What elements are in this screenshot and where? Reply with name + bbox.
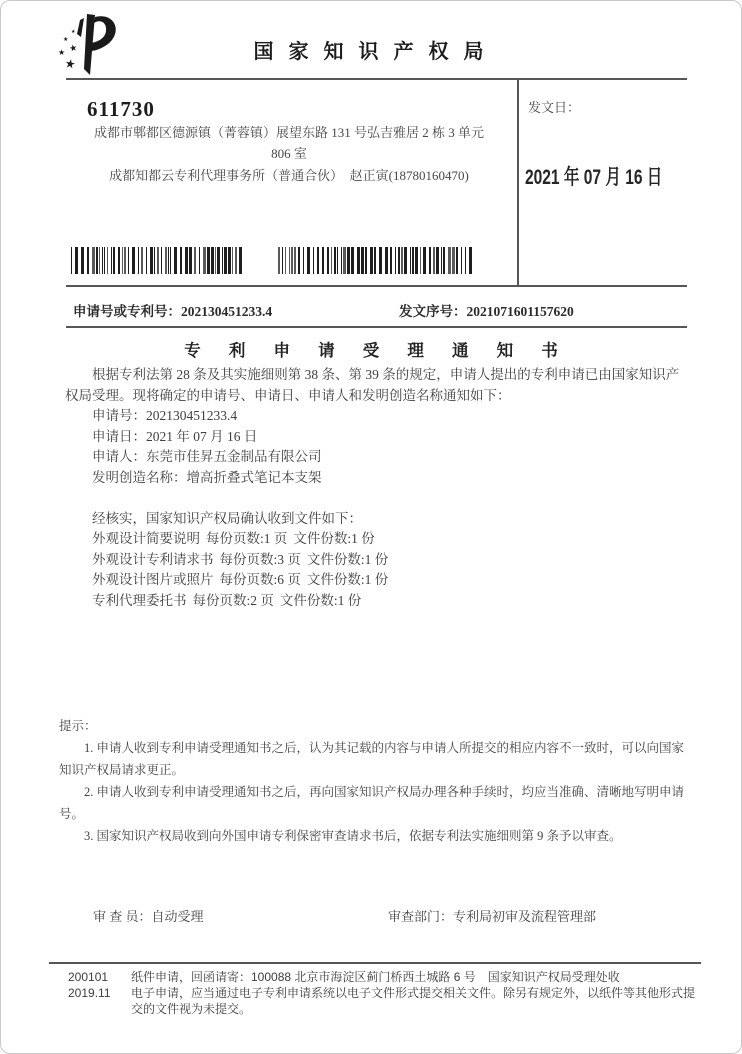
- notice-body: [65, 365, 687, 612]
- barcode: [278, 247, 475, 274]
- field-value: 增高折叠式笔记本支架: [186, 469, 322, 485]
- document-copies: 文件份数:1 份: [306, 572, 389, 588]
- received-document-row: [65, 529, 687, 550]
- notice-title: 专 利 申 请 受 理 通 知 书: [184, 341, 570, 360]
- postal-code: 611730: [87, 97, 155, 121]
- title-divider-line: [66, 326, 687, 328]
- hint-item: 2. 申请人收到专利申请受理通知书之后，再向国家知识产权局办理各种手续时，均应当准确、清晰地写明申请号。: [59, 785, 685, 821]
- issue-date-label: 发文日：: [528, 100, 581, 115]
- received-document-row: [65, 550, 687, 571]
- field-label: 发明创造名称：: [92, 469, 187, 485]
- field-row: [65, 447, 687, 468]
- hint-item: 3. 国家知识产权局收到向外国申请专利保密审查请求书后，依据专利法实施细则第 9 条予以审查。: [84, 829, 622, 843]
- document-copies: 文件份数:1 份: [306, 551, 389, 567]
- document-copies: 文件份数:1 份: [293, 531, 375, 547]
- department-label: 审查部门：: [388, 909, 454, 924]
- department-value: 专利局初审及流程管理部: [453, 909, 597, 924]
- field-label: 申请人：: [92, 449, 146, 465]
- footer-note: 纸件申请，回函请寄：100088 北京市海淀区蓟门桥西土城路 6 号 国家知识产权局受理处收: [131, 970, 620, 984]
- document-name: 外观设计简要说明: [92, 531, 200, 547]
- svg-text:★: ★: [68, 42, 79, 54]
- application-number-value: 202130451233.4: [181, 304, 273, 319]
- field-label: 申请号：: [92, 408, 146, 424]
- letterhead-vertical-divider: [517, 78, 519, 287]
- document-name: 专利代理委托书: [92, 592, 187, 608]
- footer-note: 电子申请，应当通过电子专利申请系统以电子文件形式提交相关文件。除另有规定外，以纸件等其他形式提交的文件视为未提交。: [131, 986, 696, 1016]
- header-divider-line: [66, 78, 687, 80]
- notice-intro: 根据专利法第 28 条及其实施细则第 38 条、第 39 条的规定，申请人提出的专利申请已由国家知识产权局受理。现将确定的申请号、申请日、申请人和发明创造名称通知如下：: [65, 367, 680, 403]
- field-value: 202130451233.4: [146, 408, 238, 424]
- hints-title: 提示：: [59, 719, 97, 733]
- examiner-label: 审 查 员：: [93, 909, 152, 924]
- field-value: 2021 年 07 月 16 日: [146, 428, 258, 444]
- document-name: 外观设计图片或照片: [92, 572, 214, 588]
- agent-line: 成都知都云专利代理事务所（普通合伙） 赵正寅(18780160470): [109, 168, 469, 183]
- document-pages: 每份页数:2 页: [192, 592, 274, 608]
- hint-item: 1. 申请人收到专利申请受理通知书之后，认为其记载的内容与申请人所提交的相应内容不一致时，可以向国家知识产权局请求更正。: [59, 741, 685, 777]
- recipient-address-line1: 成都市郫都区德源镇（菁蓉镇）展望东路 131 号弘吉雅居 2 栋 3 单元: [93, 125, 484, 140]
- barcode: [71, 247, 244, 274]
- footer-row: [68, 985, 701, 1017]
- footer-divider-line: [49, 962, 701, 964]
- document-copies: 文件份数:1 份: [279, 592, 362, 608]
- document-pages: 每份页数:3 页: [219, 551, 301, 567]
- svg-text:★: ★: [58, 48, 66, 57]
- issue-date-value: 2021 年 07 月 16 日: [525, 166, 663, 189]
- hints-section: [59, 715, 693, 847]
- svg-text:★: ★: [63, 56, 77, 72]
- application-number-label: 申请号或专利号：: [73, 304, 181, 319]
- document-pages: 每份页数:6 页: [219, 572, 301, 588]
- recipient-block: [71, 97, 507, 186]
- serial-number-label: 发文序号：: [399, 304, 467, 319]
- footer-row: [68, 969, 701, 985]
- svg-text:★: ★: [71, 30, 76, 35]
- field-row: [65, 468, 687, 489]
- recipient-address-line2: 806 室: [271, 146, 307, 161]
- svg-text:★: ★: [63, 37, 69, 43]
- spacer: [65, 489, 687, 509]
- footer-form-code: 200101: [68, 970, 109, 984]
- document-name: 外观设计专利请求书: [92, 551, 214, 567]
- reference-row: [73, 300, 693, 320]
- letterhead-bottom-line: [66, 285, 687, 287]
- field-row: [65, 427, 687, 448]
- serial-number-value: 2021071601157620: [466, 304, 574, 319]
- document-pages: 每份页数:1 页: [206, 531, 288, 547]
- footer-form-code: 2019.11: [68, 986, 111, 1000]
- received-document-row: [65, 591, 687, 612]
- agency-name: 国 家 知 识 产 权 局: [253, 41, 489, 63]
- examiner-value: 自动受理: [151, 909, 204, 924]
- footer: [68, 969, 701, 1017]
- received-document-row: [65, 570, 687, 591]
- field-row: [65, 406, 687, 427]
- field-label: 申请日：: [92, 428, 146, 444]
- field-value: 东莞市佳昇五金制品有限公司: [146, 449, 322, 465]
- received-intro: 经核实，国家知识产权局确认收到文件如下：: [92, 510, 362, 526]
